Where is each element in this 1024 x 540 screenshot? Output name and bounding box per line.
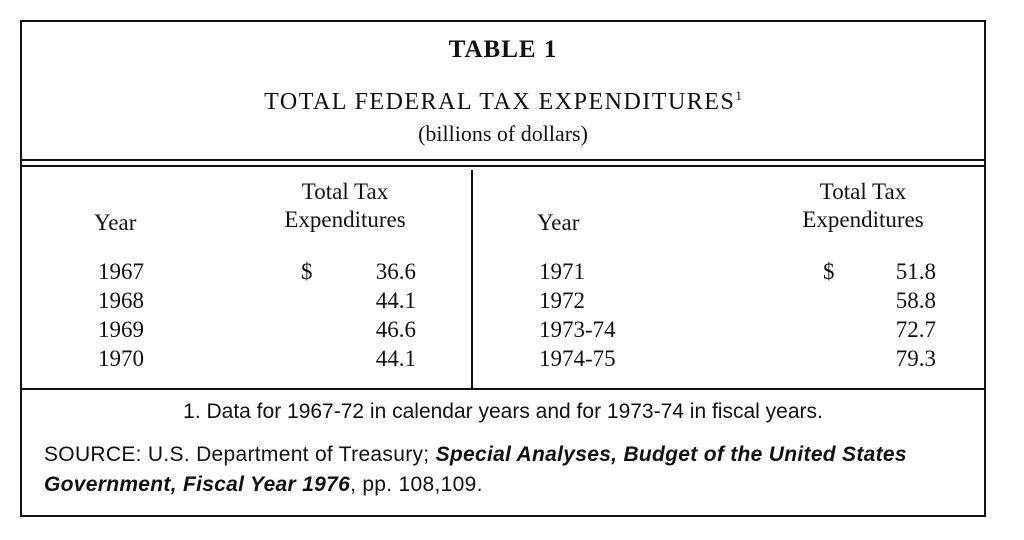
table-cell-value: 58.8 <box>895 288 936 313</box>
table-cell-value: 46.6 <box>375 317 416 342</box>
header-rule-top <box>22 159 984 161</box>
table-label: TABLE 1 <box>448 36 558 63</box>
table-cell-year: 1971 <box>539 259 585 284</box>
table-units: (billions of dollars) <box>418 121 588 146</box>
table-source <box>44 440 966 500</box>
column-divider <box>471 170 473 388</box>
table-cell-value: 44.1 <box>375 346 416 371</box>
table-cell-value: 72.7 <box>895 317 936 342</box>
table-cell-year: 1973-74 <box>539 317 616 342</box>
table-cell-year: 1968 <box>98 288 144 313</box>
table-cell-year: 1969 <box>98 317 144 342</box>
right-expenditures-header <box>768 178 958 234</box>
title-footnote-mark: 1 <box>735 88 742 103</box>
table-cell-value: 36.6 <box>375 259 416 284</box>
left-expenditures-header-line1: Total Tax <box>301 179 389 204</box>
currency-symbol: $ <box>301 259 313 284</box>
currency-symbol: $ <box>823 259 835 284</box>
source-suffix: , pp. 108,109. <box>350 473 483 496</box>
left-expenditures-header-line2: Expenditures <box>284 207 406 232</box>
left-expenditures-header <box>250 178 440 234</box>
table-cell-year: 1970 <box>98 346 144 371</box>
right-expenditures-header-line2: Expenditures <box>802 207 924 232</box>
right-expenditures-header-line1: Total Tax <box>819 179 907 204</box>
right-year-header: Year <box>537 210 580 235</box>
table-cell-value: 44.1 <box>375 288 416 313</box>
header-rule-bottom <box>22 165 984 167</box>
source-publication: Special Analyses, Budget of the United States Government, Fiscal Year 1976 <box>44 443 907 496</box>
table-cell-year: 1972 <box>539 288 585 313</box>
table-cell-year: 1967 <box>98 259 144 284</box>
table-footnote: 1. Data for 1967-72 in calendar years and for 1973-74 in fiscal years. <box>183 400 823 423</box>
table-title <box>22 88 984 116</box>
body-bottom-rule <box>22 388 984 390</box>
table-cell-value: 51.8 <box>895 259 936 284</box>
table-frame <box>20 20 986 517</box>
source-prefix: SOURCE: U.S. Department of Treasury; <box>44 443 436 466</box>
table-title-text: TOTAL FEDERAL TAX EXPENDITURES <box>264 89 736 115</box>
table-cell-value: 79.3 <box>895 346 936 371</box>
left-year-header: Year <box>94 210 137 235</box>
table-cell-year: 1974-75 <box>539 346 616 371</box>
